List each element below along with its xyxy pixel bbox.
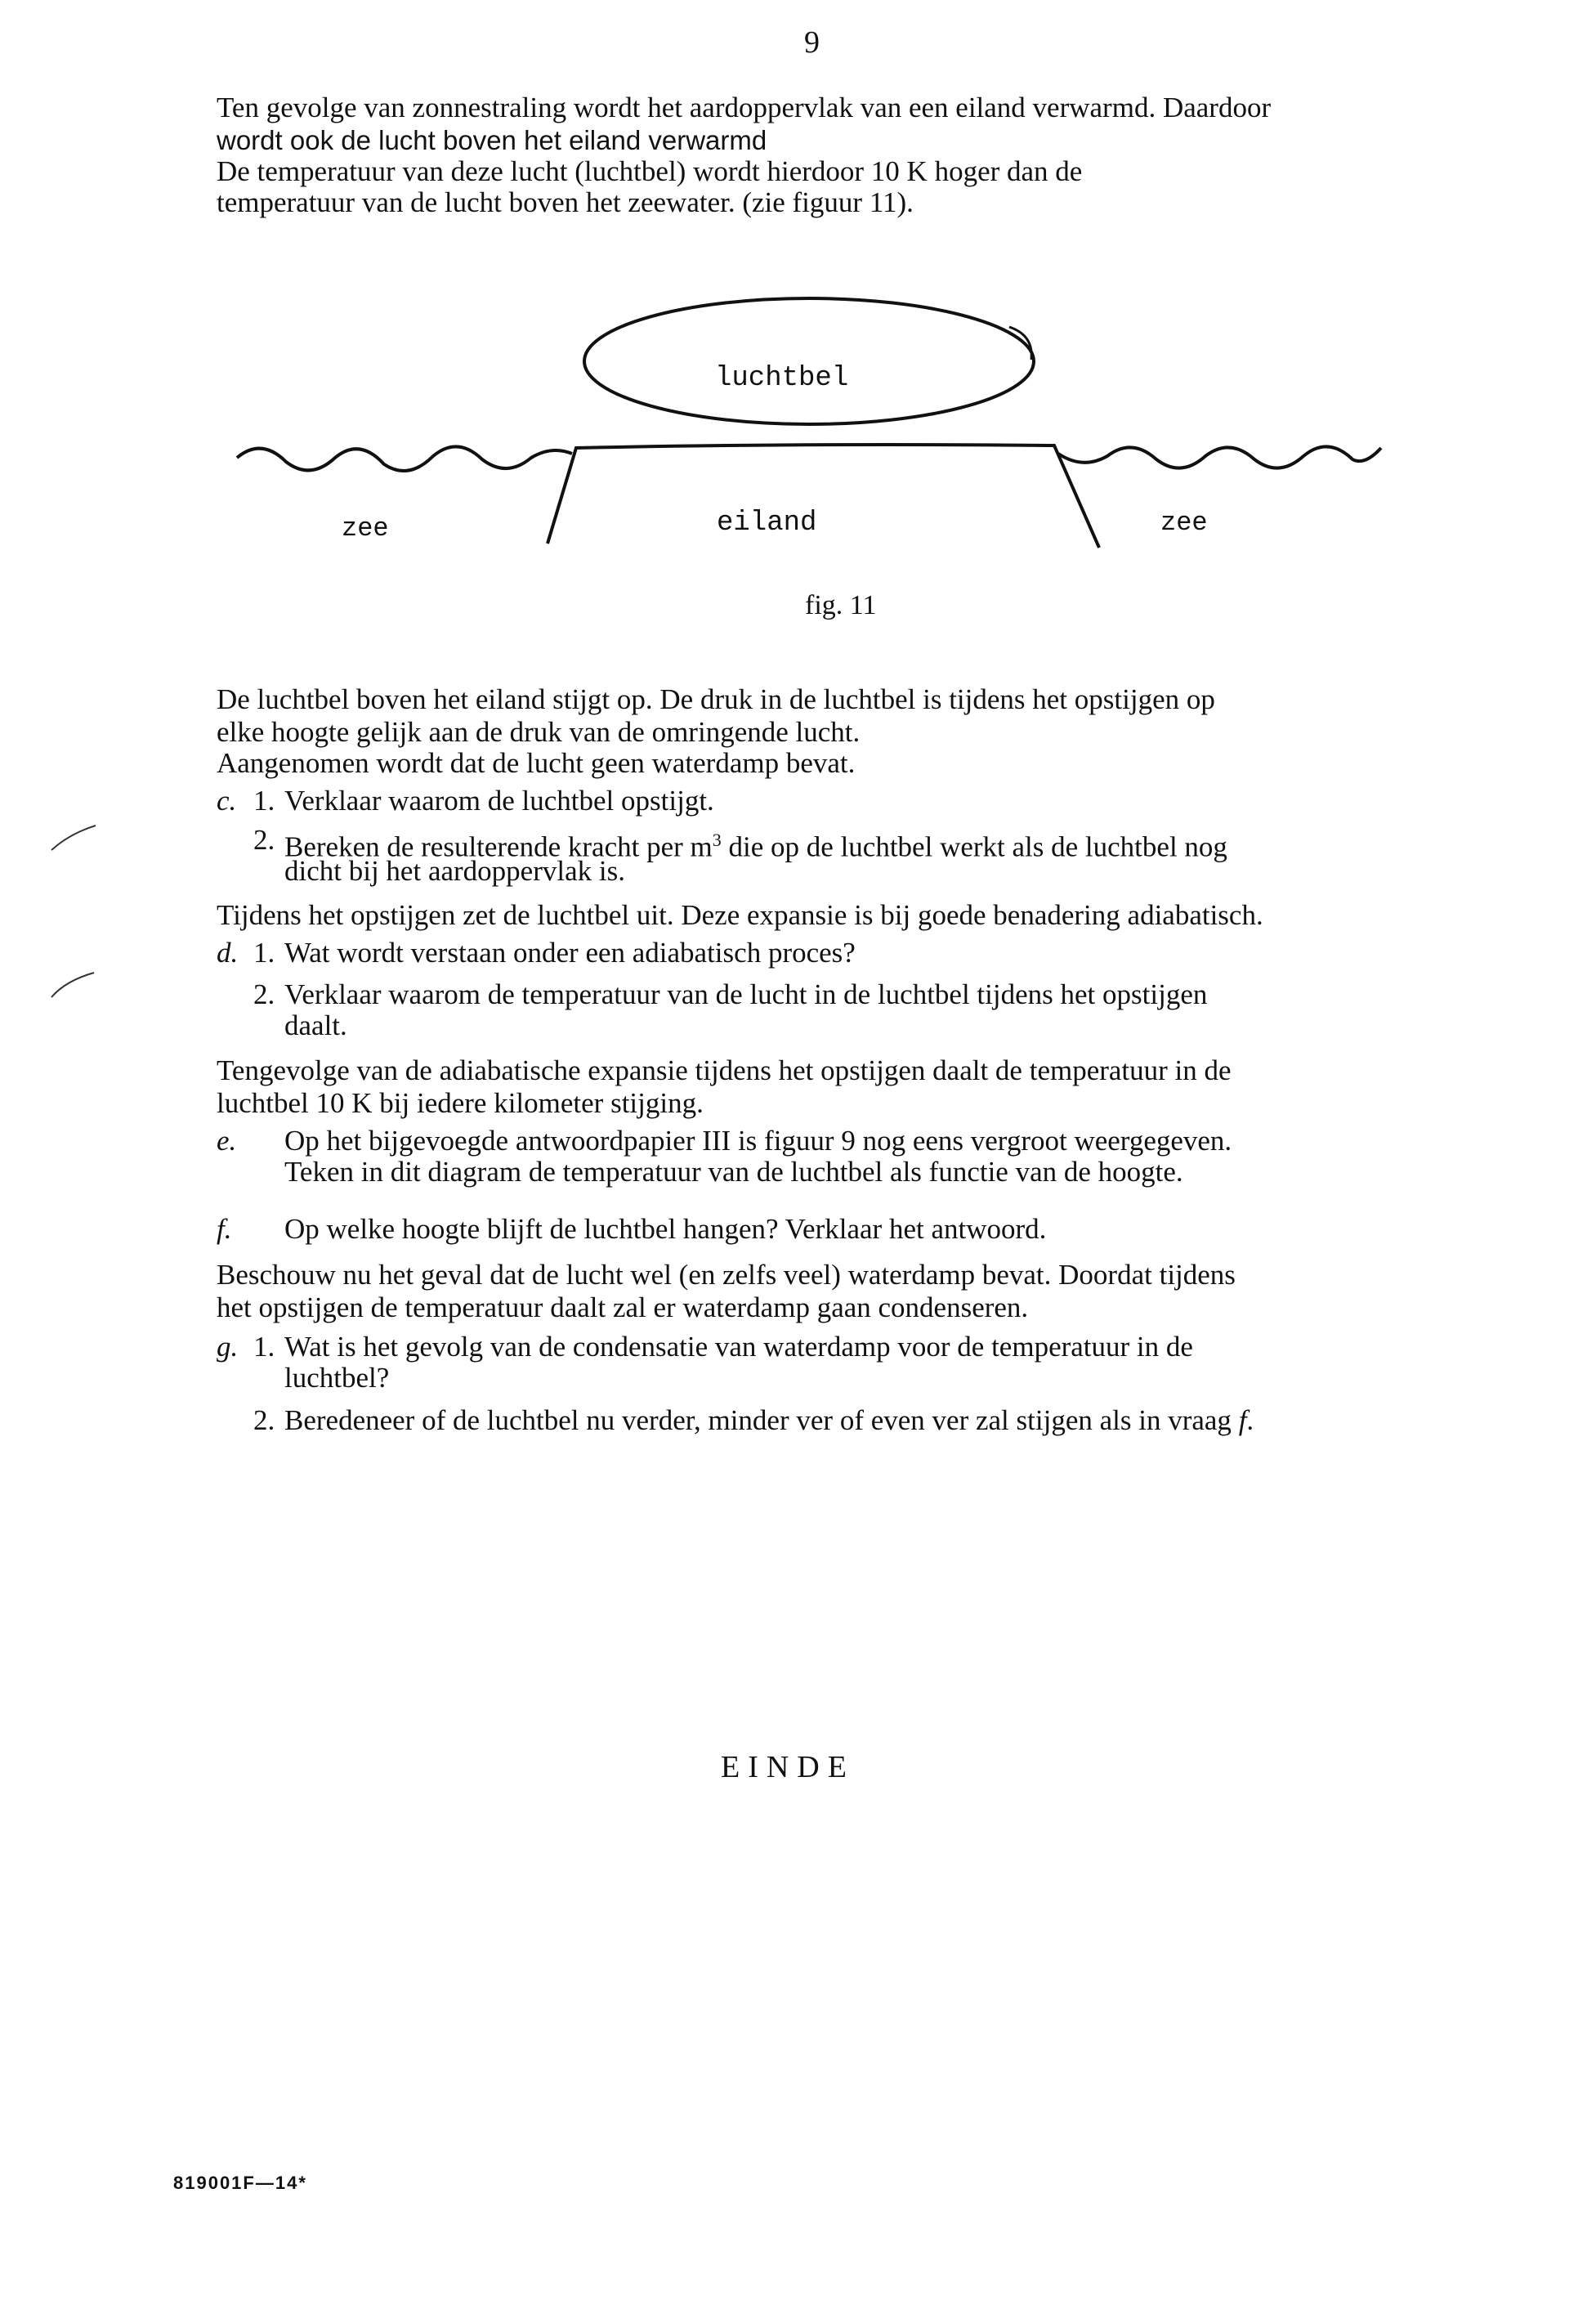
bubble-ellipse (584, 298, 1034, 424)
para2-line-2: elke hoogte gelijk aan de druk van de omringende lucht. (217, 716, 861, 748)
para2-line-1: De luchtbel boven het eiland stijgt op. De druk in de luchtbel is tijdens het opstijgen op (217, 683, 1215, 715)
question-g2-number: 2. (253, 1404, 275, 1436)
footer-code: 819001F—14* (173, 2173, 307, 2193)
bubble-label: luchtbel (715, 363, 849, 394)
island-label: eiland (717, 508, 817, 539)
scan-margin-marks (45, 801, 110, 1455)
question-c2-text-line-2: dicht bij het aardoppervlak is. (284, 855, 625, 887)
margin-mark-1 (51, 826, 96, 850)
sea-left-waves (237, 446, 572, 471)
para4-line-2: luchtbel 10 K bij iedere kilometer stijging. (217, 1087, 704, 1119)
sea-left-label: zee (342, 513, 389, 544)
question-c-letter: c. (217, 785, 237, 817)
para5-line-1: Beschouw nu het geval dat de lucht wel (en zelfs veel) waterdamp bevat. Doordat tijdens (217, 1259, 1236, 1291)
question-e-text: Op het bijgevoegde antwoordpapier III is figuur 9 nog eens vergroot weergegeven. (284, 1125, 1232, 1157)
bubble-tail (1009, 327, 1031, 360)
figure-caption: fig. 11 (805, 590, 877, 620)
question-d2-number: 2. (253, 978, 275, 1010)
question-c2-number: 2. (253, 824, 275, 856)
question-d2-text-line-2: daalt. (284, 1009, 347, 1041)
question-ref-f: f (1238, 1404, 1247, 1436)
para5-line-2: het opstijgen de temperatuur daalt zal er waterdamp gaan condenseren. (217, 1291, 1029, 1323)
question-g-letter: g. (217, 1331, 239, 1363)
question-d2-text: Verklaar waarom de temperatuur van de lucht in de luchtbel tijdens het opstijgen (284, 978, 1208, 1010)
question-f-letter: f. (217, 1213, 232, 1245)
question-g1-number: 1. (253, 1331, 275, 1363)
question-d1-text: Wat wordt verstaan onder een adiabatisch proces? (284, 937, 856, 969)
question-d-letter: d. (217, 937, 239, 969)
intro-line-3: De temperatuur van deze lucht (luchtbel) wordt hierdoor 10 K hoger dan de (217, 155, 1083, 187)
margin-mark-2 (51, 973, 94, 997)
question-c2-text: Bereken de resulterende kracht per $m^3$ die op de luchtbel werkt als de luchtbel nog (284, 830, 1227, 863)
intro-line-2: wordt ook de lucht boven het eiland verwarmd (217, 125, 767, 155)
question-c1-number: 1. (253, 785, 275, 817)
question-e-letter: e. (217, 1125, 237, 1157)
question-c1-text: Verklaar waarom de luchtbel opstijgt. (284, 785, 714, 817)
question-g1-text: Wat is het gevolg van de condensatie van waterdamp voor de temperatuur in de (284, 1331, 1193, 1363)
question-e-text-line-2: Teken in dit diagram de temperatuur van de luchtbel als functie van de hoogte. (284, 1156, 1183, 1188)
para2-line-3: Aangenomen wordt dat de lucht geen waterdamp bevat. (217, 747, 856, 779)
superscript-3: 3 (712, 830, 722, 850)
question-g1-text-line-2: luchtbel? (284, 1362, 390, 1394)
figure-11 (0, 270, 1596, 638)
sea-right-label: zee (1160, 508, 1208, 538)
para4-line-1: Tengevolge van de adiabatische expansie tijdens het opstijgen daalt de temperatuur in de (217, 1054, 1232, 1086)
sea-right-waves (1058, 446, 1381, 468)
question-d1-number: 1. (253, 937, 275, 969)
end-marker: EINDE (721, 1750, 855, 1784)
intro-line-1: Ten gevolge van zonnestraling wordt het aardoppervlak van een eiland verwarmd. Daardoor (217, 92, 1272, 123)
island-shape (548, 445, 1099, 548)
intro-line-4: temperatuur van de lucht boven het zeewater. (zie figuur 11). (217, 186, 914, 218)
question-g2-text: Beredeneer of de luchtbel nu verder, minder ver of even ver zal stijgen als in vraag f. (284, 1404, 1254, 1436)
question-f-text: Op welke hoogte blijft de luchtbel hangen? Verklaar het antwoord. (284, 1213, 1047, 1245)
para3: Tijdens het opstijgen zet de luchtbel uit. Deze expansie is bij goede benadering adiabatisch. (217, 899, 1263, 931)
page-number: 9 (804, 25, 820, 60)
